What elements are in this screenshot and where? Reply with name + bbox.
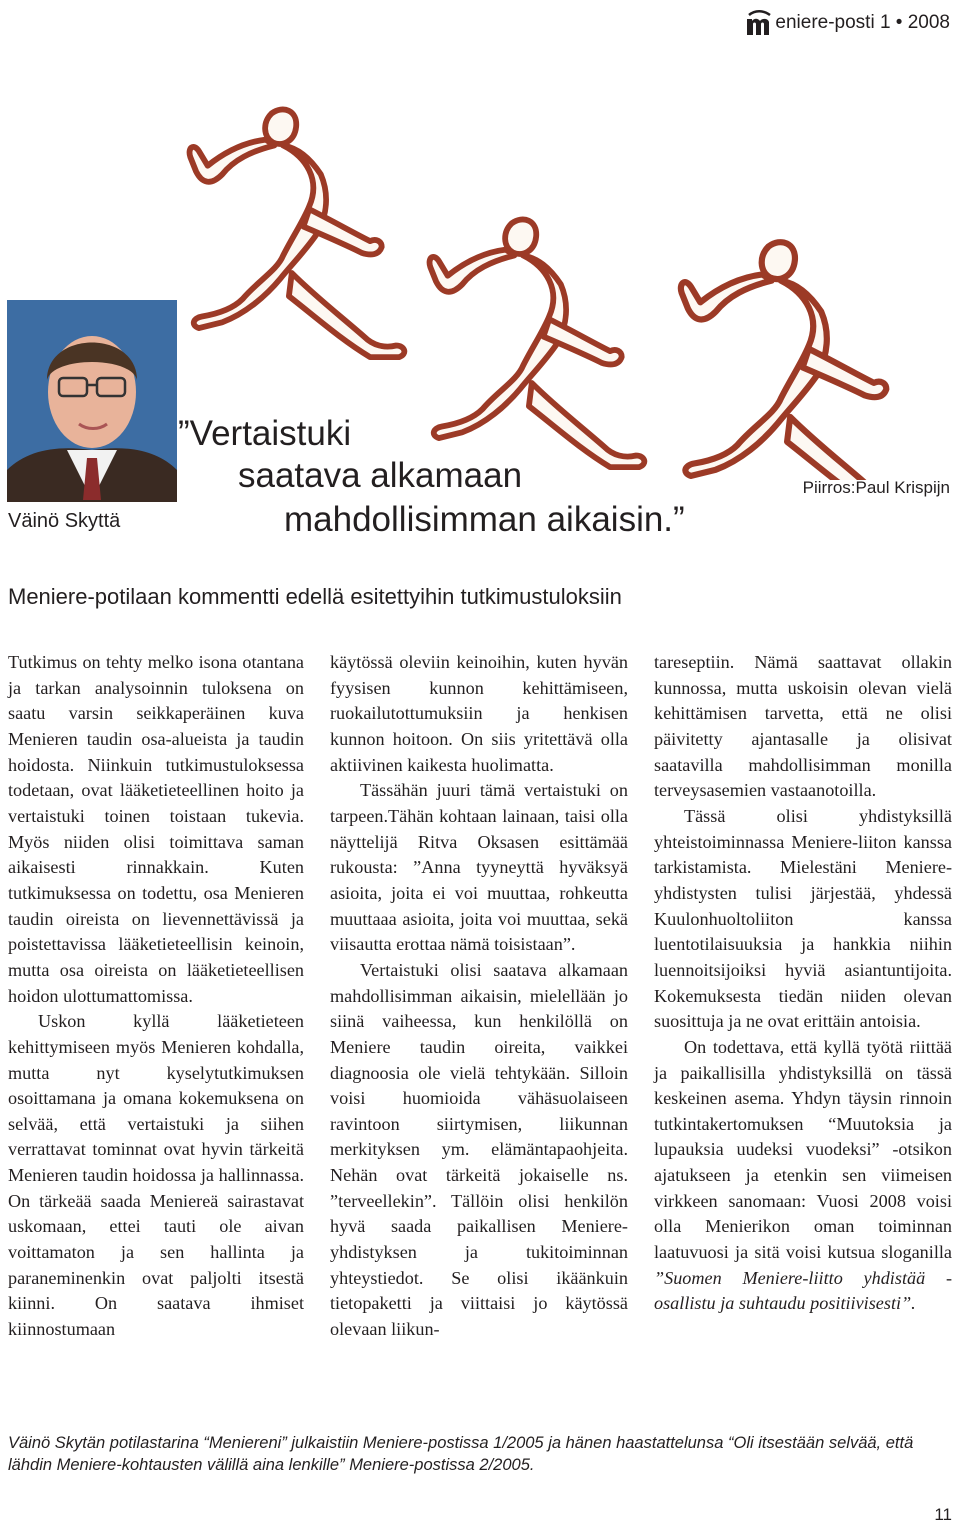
subheading: Meniere-potilaan kommentti edellä esitettyihin tutkimustuloksiin — [8, 584, 622, 609]
author-name: Väinö Skyttä — [8, 510, 121, 532]
paragraph-text: On todettava, että kyllä työtä riittää ja paikallisilla yhdistyksillä on tässä keskeinen asema. Yhdyn täysin rinnoin tutkintakertomuksen “Muutoksia ja lupauksia uudeksi vuodeksi” -otsikon ajatukseen ja etenkin sen viimeisen virkkeen sanomaan: Vuosi 2008 voisi olla Menierikon oman toiminnan laatuvuosi ja sitä voisi kutsua sloganilla — [654, 1036, 952, 1263]
paragraph: Tässähän juuri tämä vertaistuki on tarpeen.Tähän kohtaan lainaan, taisi olla näyttelijä Ritva Oksasen esittämää rukousta: ”Anna tyyneyttä hyväksyä asioita, joita ei voi muuttaa, rohkeutta muuttaaa asioita, joita voi muuttaa, sekä viisautta erottaa nämä toisistaan”. — [330, 780, 628, 955]
slogan: ”Suomen Meniere-liitto yhdistää - osallistu ja suhtaudu positiivisesti”. — [654, 1267, 952, 1314]
body-column-2 — [330, 650, 628, 1343]
page-number: 11 — [934, 1505, 952, 1524]
title-line-3: mahdollisimman aikaisin.” — [284, 500, 685, 539]
masthead — [745, 8, 950, 38]
paragraph: käytössä oleviin keinoihin, kuten hyvän fyysisen kunnon kehittämiseen, ruokailutottumuksiin ja henkisen kunnon hoitoon. On siis yritettävä olla aktiivinen kaikesta huolimatta. — [330, 652, 628, 775]
title-line-1: ”Vertaistuki — [178, 414, 352, 453]
photo-caption: Väinö Skytän potilastarina “Meniereni” julkaistiin Meniere-postissa 1/2005 ja hänen haastattelunsa “Oli itsestään selvää, että lähdin Meniere-kohtausten välillä aina lenkille” Meniere-postissa 2/2005. — [8, 1434, 914, 1474]
paragraph: Vertaistuki olisi saatava alkamaan mahdollisimman aikaisin, mielellään jo siinä vaiheessa, kun henkilöllä on Meniere taudin oireita, vaikkei diagnoosia ole vielä tehtykään. Silloin voisi huomioida vähäsuolaiseen ravintoon siirtymisen, liikunnan merkityksen ym. elämäntapaohjeita. Nehän ovat tärkeitä jokaiselle ns. ”terveellekin”. Tällöin olisi henkilön hyvä saada paikallisen Meniere-yhdistyksen ja tukitoiminnan yhteystiedot. Se olisi ikäänkuin tietopaketti ja viittaisi jo käytössä olevaan liikun- — [330, 959, 628, 1340]
paragraph: Uskon kyllä lääketieteen kehittymiseen myös Menieren kohdalla, mutta nyt kyselytutkimuksen osoittamana ja omana kokemuksena on selvää, että vertaistuki ja siihen verrattavat tominnat ovat hyvin tärkeitä Menieren taudin hoidossa ja hallinnassa. On tärkeää saada Meniereä sairastavat uskomaan, ettei tauti ole aivan voittamaton ja sen hallinta ja paraneminenkin ovat paljolti itsestä kiinni. On saatava ihmiset kiinnostumaan — [8, 1011, 304, 1340]
body-column-3 — [654, 650, 952, 1317]
author-portrait-icon — [7, 300, 177, 502]
body-column-1 — [8, 650, 304, 1343]
paragraph: tareseptiin. Nämä saattavat ollakin kunnossa, mutta uskoisin olevan vielä kehittämisen tarvetta, että ne olisi päivitetty ajantasalle ja olisivat saatavilla mahdollisimman monilla terveysasemien vastaanotoilla. — [654, 652, 952, 801]
author-portrait-photo — [7, 300, 177, 502]
illustration-credit: Piirros:Paul Krispijn — [802, 478, 950, 497]
paragraph — [654, 1035, 952, 1317]
title-line-2: saatava alkamaan — [238, 456, 523, 495]
masthead-title: eniere-posti 1 • 2008 — [775, 12, 950, 33]
paragraph: Tutkimus on tehty melko isona otantana ja tarkan analysoinnin tuloksena on saatu varsin seikkaperäinen kuva Menieren taudin osa-alueista ja taudin hoidosta. Niinkuin tutkimustuloksessa todetaan, ovat lääketieteellinen hoito ja vertaistuki toinen toistaan tukevia. Myös niiden olisi toimittava saman aikaisesti rinnakkain. Kuten tutkimuksessa on todettu, osa Menieren taudin oireista on lievennettävissä ja poistettavissa lääketieteellisin keinoin, mutta osa oireista on lääketieteellisen hoidon ulottumattomissa. — [8, 652, 304, 1006]
m-letter-logo-icon — [745, 9, 773, 37]
paragraph: Tässä olisi yhdistyksillä yhteistoiminnassa Meniere-liiton kanssa tarkistamista. Mielestäni Meniere-yhdistysten tulisi järjestää, yhdessä Kuulonhuoltoliiton kanssa luentotilaisuuksia ja hankkia niihin luennoitsijoiksi hyviä asiantuntijoita. Kokemuksesta tiedän niiden olevan suosittuja ja ne ovat erittäin antoisia. — [654, 805, 952, 1032]
